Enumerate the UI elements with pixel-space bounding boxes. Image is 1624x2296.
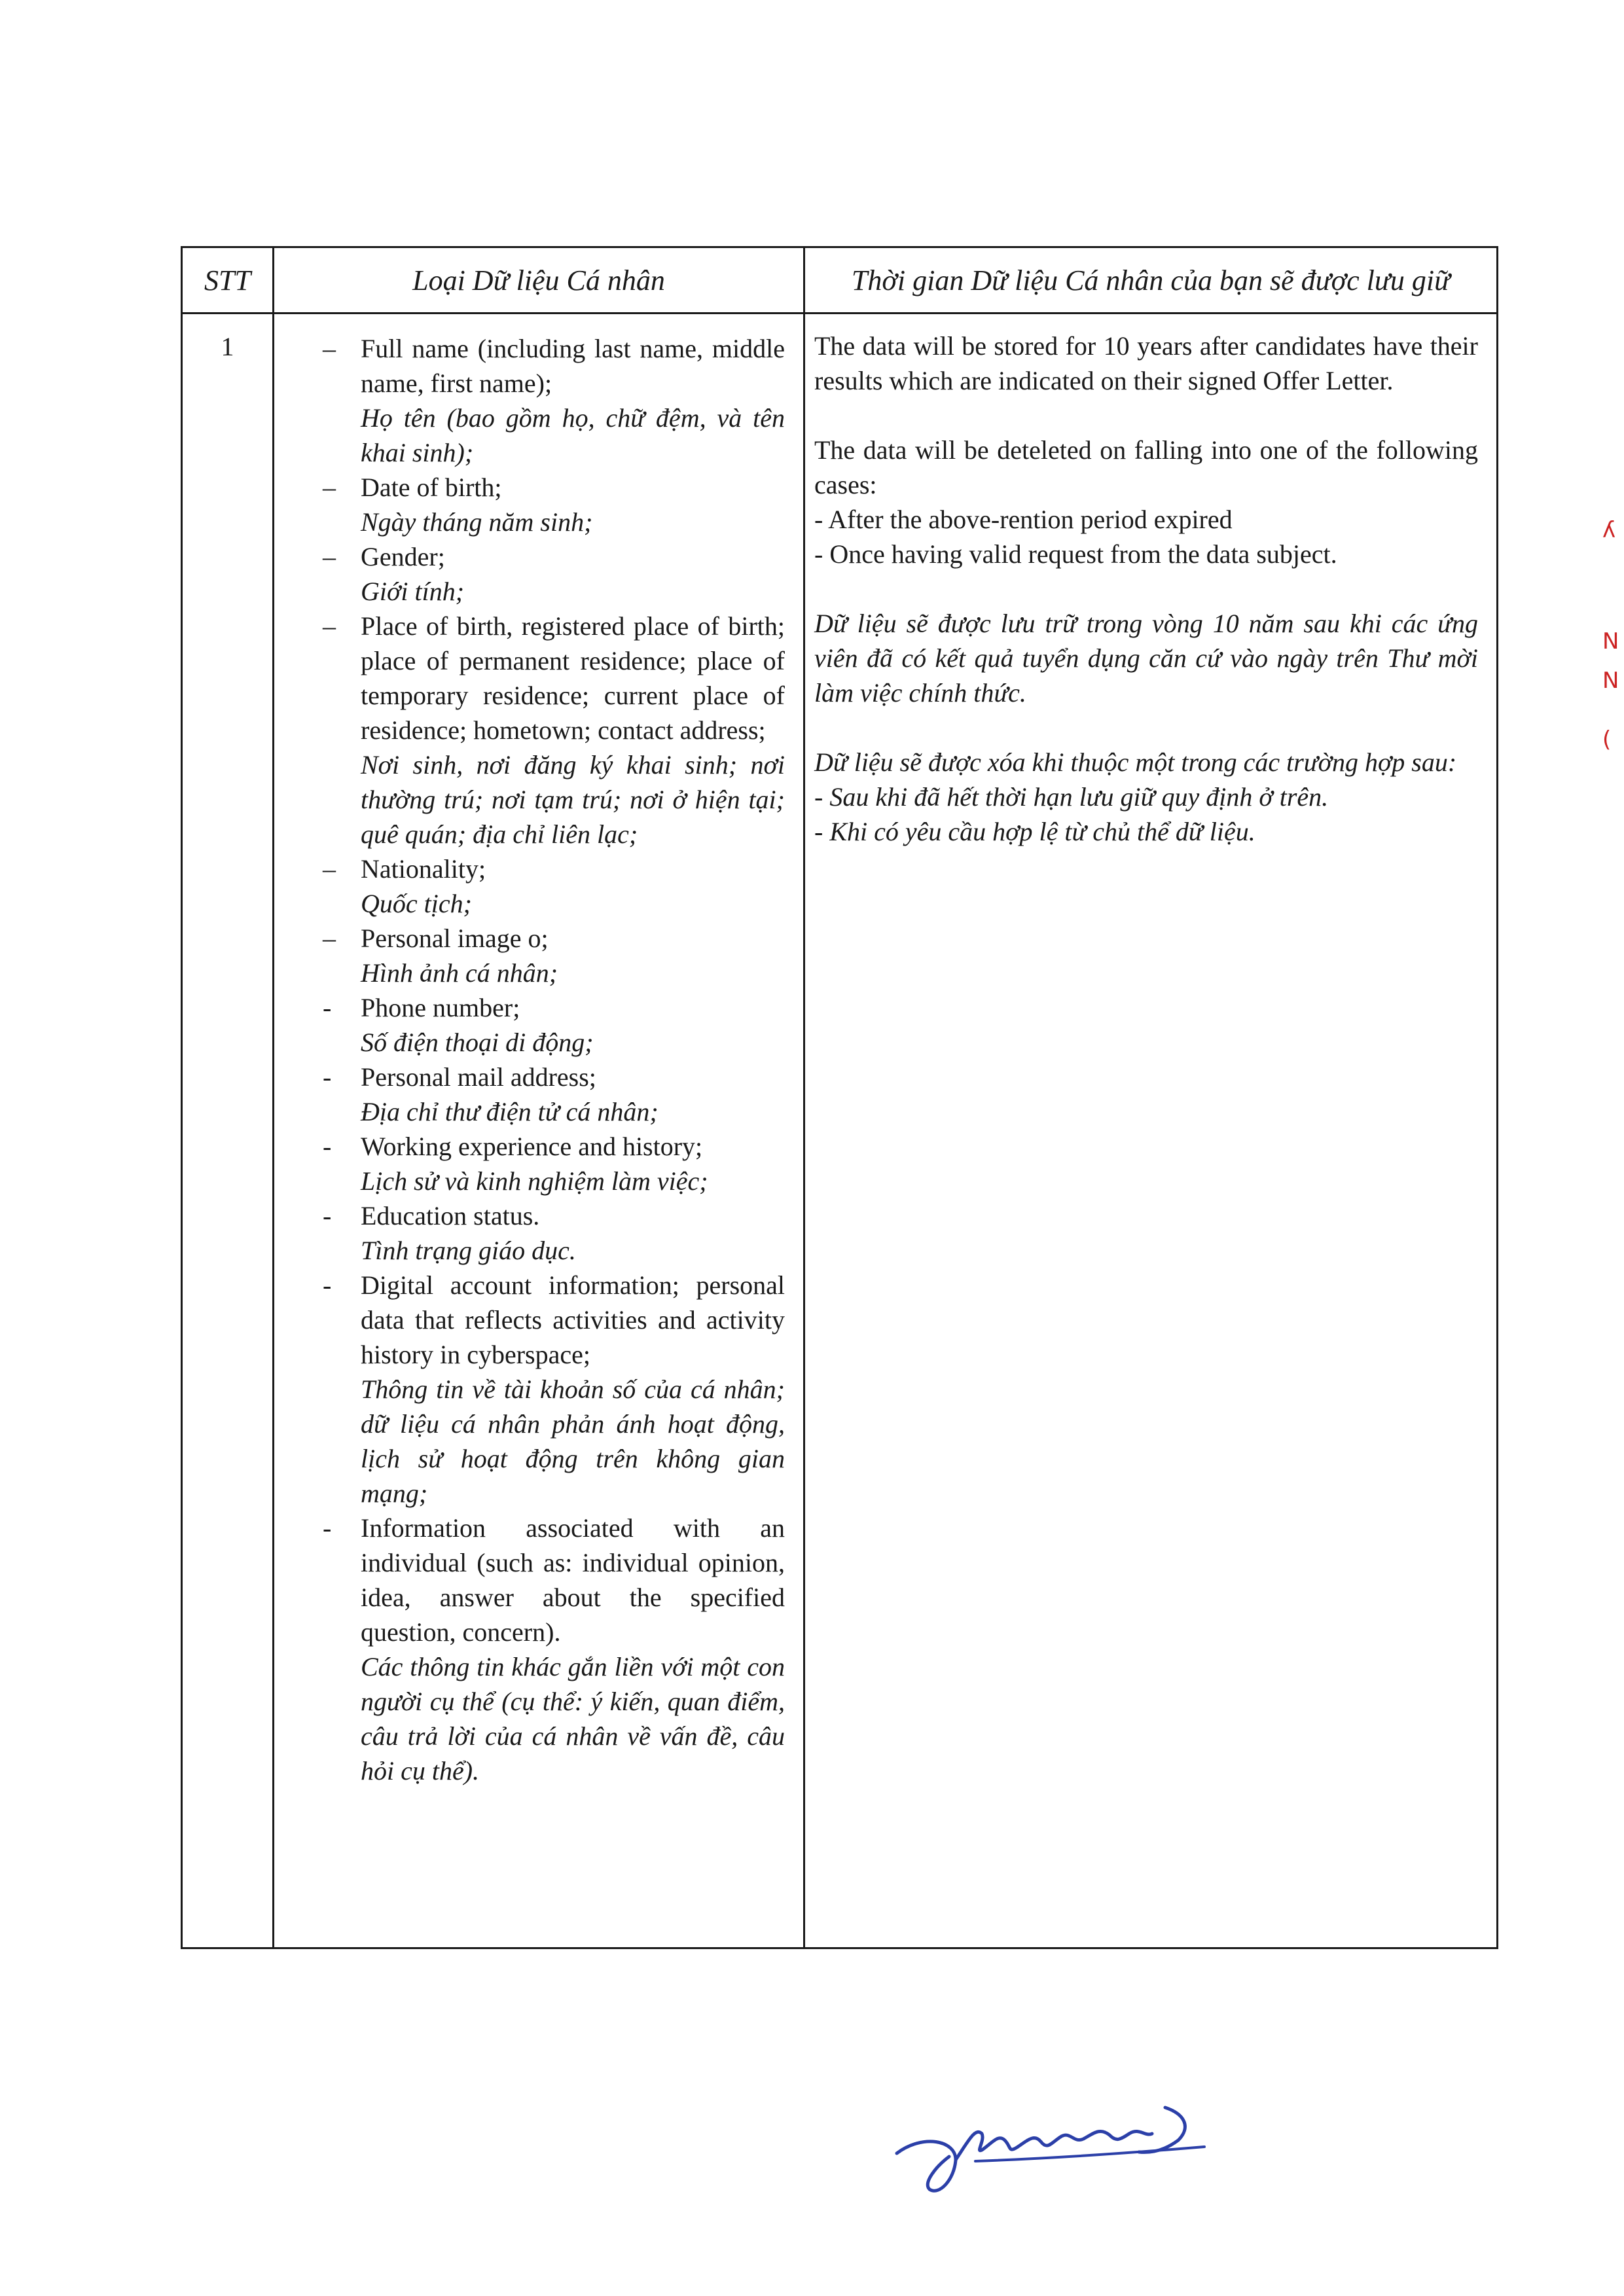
list-item-body [361, 331, 785, 470]
header-stt: STT [182, 247, 274, 314]
dash-bullet: – [323, 473, 336, 502]
table-header-row [182, 247, 1498, 314]
list-item-body [361, 1129, 785, 1198]
data-type-vi: Giới tính; [361, 577, 465, 606]
dash-bullet: – [323, 854, 336, 884]
data-type-en: Digital account information; personal data that reflects activities and activity history in cyberspace; [361, 1270, 785, 1369]
header-data-type: Loại Dữ liệu Cá nhân [274, 247, 804, 314]
data-type-vi: Lịch sử và kinh nghiệm làm việc; [361, 1166, 708, 1196]
retention-stored-vi: Dữ liệu sẽ được lưu trữ trong vòng 10 năm sau khi các ứng viên đã có kết quả tuyển dụng căn cứ vào ngày trên Thư mời làm việc chính thức. [814, 609, 1478, 708]
retention-stored-en: The data will be stored for 10 years after candidates have their results which are indicated on their signed Offer Letter. [814, 331, 1478, 395]
data-type-en: Full name (including last name, middle name, first name); [361, 334, 785, 398]
list-item-body [361, 1511, 785, 1788]
list-item-body [361, 470, 785, 539]
dash-bullet: - [323, 1201, 332, 1230]
data-type-en: Place of birth, registered place of birth; place of permanent residence; place of temporary residence; current place of residence; hometown; contact address; [361, 611, 785, 745]
data-type-en: Working experience and history; [361, 1132, 703, 1161]
list-item [323, 1129, 785, 1198]
dash-bullet: - [323, 1270, 332, 1300]
data-type-vi: Họ tên (bao gồm họ, chữ đệm, và tên khai sinh); [361, 403, 785, 467]
retention-case-2-vi: - Khi có yêu cầu hợp lệ từ chủ thể dữ liệu. [814, 817, 1255, 846]
data-type-vi: Ngày tháng năm sinh; [361, 507, 593, 537]
data-type-en: Personal mail address; [361, 1062, 596, 1092]
retention-delete-intro-vi: Dữ liệu sẽ được xóa khi thuộc một trong các trường hợp sau: [814, 747, 1457, 777]
list-item [323, 1198, 785, 1268]
data-type-vi: Địa chỉ thư điện tử cá nhân; [361, 1097, 659, 1126]
row-number: 1 [182, 314, 274, 1948]
retention-case-1-en: - After the above-rention period expired [814, 505, 1233, 534]
list-item [323, 539, 785, 609]
data-type-en: Education status. [361, 1201, 540, 1230]
list-item [323, 1511, 785, 1788]
data-type-vi: Số điện thoại di động; [361, 1028, 594, 1057]
data-type-vi: Quốc tịch; [361, 889, 472, 918]
retention-delete-intro-en: The data will be deteleted on falling into one of the following cases: [814, 435, 1478, 499]
list-item-body [361, 1198, 785, 1268]
list-item [323, 1268, 785, 1511]
edge-mark: N [1602, 628, 1619, 655]
dash-bullet: - [323, 1132, 332, 1161]
retention-case-1-vi: - Sau khi đã hết thời hạn lưu giữ quy định ở trên. [814, 782, 1329, 812]
dash-bullet: – [323, 924, 336, 953]
dash-bullet: – [323, 542, 336, 571]
edge-mark: ʎ [1602, 517, 1616, 543]
edge-mark: ( [1602, 726, 1612, 753]
dash-bullet: - [323, 1062, 332, 1092]
list-item-body [361, 990, 785, 1060]
dash-bullet: – [323, 334, 336, 363]
list-item [323, 609, 785, 852]
data-type-vi: Thông tin về tài khoản số của cá nhân; dữ liệu cá nhân phản ánh hoạt động, lịch sử hoạt động trên không gian mạng; [361, 1374, 785, 1508]
table-row [182, 314, 1498, 1948]
data-type-en: Personal image o; [361, 924, 549, 953]
data-type-cell [274, 314, 804, 1948]
handwritten-signature [877, 2088, 1218, 2206]
data-type-en: Information associated with an individual (such as: individual opinion, idea, answer about the specified question, concern). [361, 1513, 785, 1647]
data-type-en: Nationality; [361, 854, 486, 884]
list-item [323, 921, 785, 990]
data-type-en: Gender; [361, 542, 445, 571]
list-item-body [361, 1060, 785, 1129]
data-type-list [323, 331, 785, 1788]
dash-bullet: - [323, 993, 332, 1022]
list-item [323, 990, 785, 1060]
list-item-body [361, 921, 785, 990]
dash-bullet: – [323, 611, 336, 641]
list-item-body [361, 1268, 785, 1511]
list-item [323, 331, 785, 470]
list-item-body [361, 609, 785, 852]
retention-case-2-en: - Once having valid request from the data subject. [814, 539, 1337, 569]
list-item-body [361, 852, 785, 921]
data-type-vi: Tình trạng giáo dục. [361, 1236, 576, 1265]
data-type-vi: Nơi sinh, nơi đăng ký khai sinh; nơi thường trú; nơi tạm trú; nơi ở hiện tại; quê quán; địa chỉ liên lạc; [361, 750, 785, 849]
data-type-vi: Các thông tin khác gắn liền với một con người cụ thể (cụ thể: ý kiến, quan điểm, câu trả lời của cá nhân về vấn đề, câu hỏi cụ thể). [361, 1652, 785, 1785]
edge-mark: N [1602, 668, 1619, 694]
list-item [323, 852, 785, 921]
data-type-vi: Hình ảnh cá nhân; [361, 958, 558, 988]
retention-cell [804, 314, 1498, 1948]
data-type-en: Phone number; [361, 993, 520, 1022]
header-retention: Thời gian Dữ liệu Cá nhân của bạn sẽ được lưu giữ [804, 247, 1498, 314]
retention-table [181, 246, 1498, 1949]
list-item [323, 1060, 785, 1129]
list-item-body [361, 539, 785, 609]
list-item [323, 470, 785, 539]
data-type-en: Date of birth; [361, 473, 502, 502]
dash-bullet: - [323, 1513, 332, 1543]
